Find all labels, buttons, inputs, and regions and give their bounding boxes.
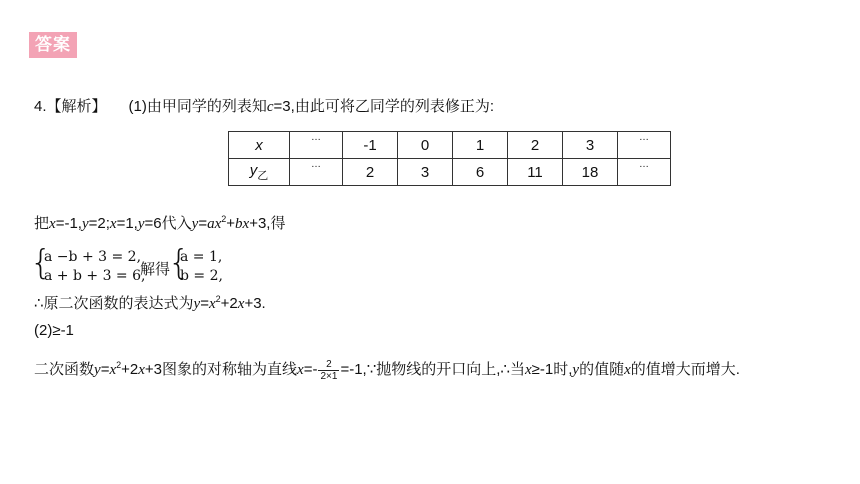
table-cell: 2 [508, 132, 563, 159]
exponent: 2 [116, 360, 122, 370]
fraction [318, 359, 339, 382]
text: ≥-1时, [531, 361, 573, 378]
var: bx [235, 216, 250, 232]
text: ∴原二次函数的表达式为 [34, 295, 194, 312]
equation-1: a −b + 3 = 2, [44, 249, 142, 265]
var: y [191, 216, 199, 232]
text: +3图象的对称轴为直线 [144, 361, 298, 378]
analysis-line-1 [34, 95, 494, 116]
table-cell: … [290, 159, 343, 186]
var: x [49, 216, 56, 232]
table-cell: 11 [508, 159, 563, 186]
var: y [137, 216, 145, 232]
var: x [138, 362, 145, 378]
solution-brace-icon: { [168, 243, 190, 283]
x-header: x [255, 136, 263, 154]
left-brace-icon: { [30, 243, 52, 283]
var: x [208, 296, 216, 312]
denominator: 2×1 [320, 370, 338, 382]
table-cell: … [618, 132, 671, 159]
value-table [228, 131, 671, 186]
var: ax [207, 216, 222, 232]
var: x [524, 362, 532, 378]
table-cell: 0 [398, 132, 453, 159]
table-cell: … [290, 132, 343, 159]
table-cell: 3 [563, 132, 618, 159]
table-cell: … [618, 159, 671, 186]
text: 把 [34, 215, 50, 232]
substitution-line [34, 212, 285, 233]
text: 的值随 [579, 361, 625, 378]
solution-1: a = 1, [180, 249, 223, 265]
var: x [237, 296, 245, 312]
text: 的值增大而增大. [630, 361, 740, 378]
y-subscript: 乙 [257, 169, 269, 182]
table-cell: -1 [343, 132, 398, 159]
table-row [229, 132, 671, 159]
table-cell: 2 [343, 159, 398, 186]
part-two-answer: (2)≥-1 [34, 322, 74, 339]
expression-line [34, 292, 266, 313]
table-cell: 18 [563, 159, 618, 186]
exponent: 2 [215, 294, 221, 304]
numerator: 2 [318, 359, 339, 371]
table-cell [229, 159, 290, 186]
text: =- [303, 361, 318, 378]
c-value-text: =3,由此可将乙同学的列表修正为: [273, 98, 494, 115]
text: = [100, 361, 110, 378]
y-header: y [249, 161, 258, 179]
part-one-text: (1)由甲同学的列表知 [128, 98, 267, 115]
question-number: 4. [34, 98, 47, 115]
axis-explanation-line [34, 358, 740, 382]
table-cell: 1 [453, 132, 508, 159]
text: =6代入 [144, 215, 192, 232]
table-cell [229, 132, 290, 159]
var: x [297, 362, 304, 378]
text: +3. [244, 295, 266, 312]
var: x [109, 362, 117, 378]
table-row [229, 159, 671, 186]
answer-badge: 答案 [29, 32, 77, 58]
var: y [94, 362, 101, 378]
var: x [624, 362, 631, 378]
text: +2 [220, 295, 238, 312]
exponent: 2 [221, 214, 227, 224]
text: =-1, [55, 215, 82, 232]
table-cell: 3 [398, 159, 453, 186]
text: + [226, 215, 236, 232]
text: 二次函数 [34, 361, 95, 378]
text: = [198, 215, 208, 232]
analysis-tag: 【解析】 [46, 98, 107, 115]
equation-2: a + b + 3 = 6, [44, 268, 146, 284]
var: y [81, 216, 89, 232]
var-c: c [266, 99, 274, 115]
text: = [200, 295, 209, 312]
table-cell: 6 [453, 159, 508, 186]
text: =2; [88, 215, 110, 232]
var: x [109, 216, 117, 232]
solution-2: b = 2, [180, 268, 223, 284]
var: y [193, 296, 201, 312]
text: +3,得 [249, 215, 286, 232]
solve-text: 解得 [140, 261, 171, 278]
text: =1, [116, 215, 138, 232]
text: +2 [121, 361, 139, 378]
text: =-1,∵抛物线的开口向上,∴当 [340, 361, 525, 378]
var: y [572, 362, 580, 378]
